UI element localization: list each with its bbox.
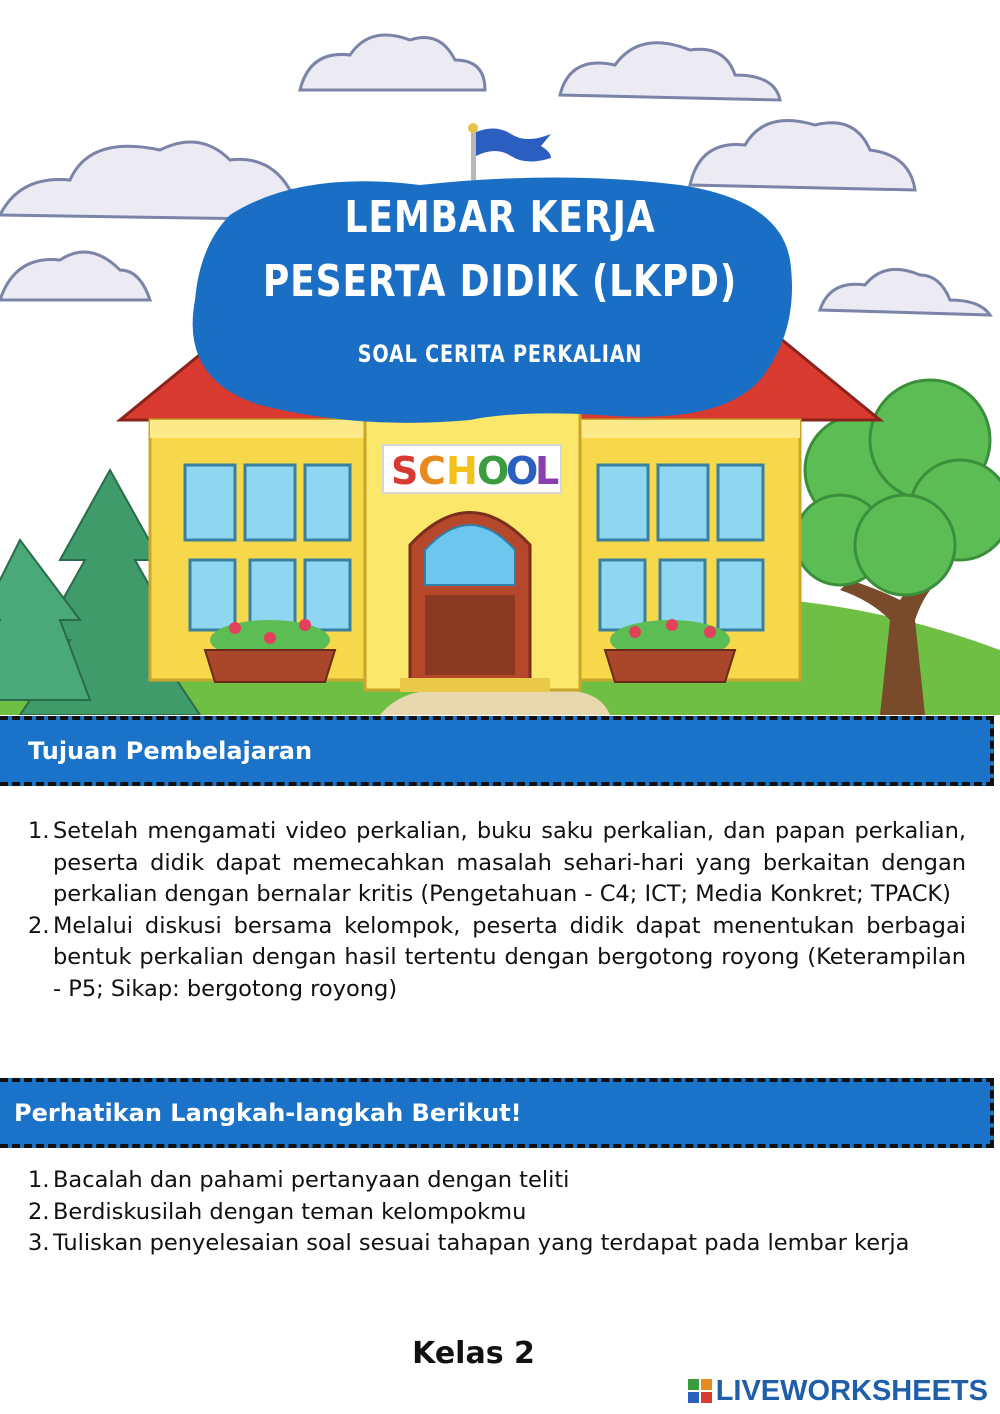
section-heading-objectives: Tujuan Pembelajaran — [28, 737, 313, 765]
list-item — [28, 1228, 966, 1260]
section-banner-objectives — [0, 716, 994, 786]
flag — [476, 128, 551, 161]
flag-pole — [471, 128, 476, 188]
list-text: Tuliskan penyelesaian soal sesuai tahapan yang terdapat pada lembar kerja — [53, 1230, 910, 1256]
list-text: Setelah mengamati video perkalian, buku saku perkalian, dan papan perkalian, peserta didik dapat memecahkan masalah sehari-hari yang berkaitan dengan perkalian dengan bernalar kritis (Pengetahuan - C4; ICT; Media Konkret; TPACK) — [53, 818, 966, 907]
list-number: 2. — [28, 1198, 50, 1225]
grade-label: Kelas 2 — [412, 1336, 535, 1371]
list-number: 1. — [28, 1167, 50, 1193]
steps-list — [28, 1165, 966, 1260]
list-item — [28, 1197, 966, 1229]
list-text: Melalui diskusi bersama kelompok, peserta didik dapat menentukan berbagai bentuk perkalian dengan hasil tertentu dengan bergotong royong (Keterampilan - P5; Sikap: bergotong royong) — [53, 912, 966, 1002]
subtitle: SOAL CERITA PERKALIAN — [357, 340, 643, 368]
list-number: 1. — [28, 818, 50, 844]
title-line-2: PESERTA DIDIK (LKPD) — [262, 256, 738, 307]
title-line-1: LEMBAR KERJA — [344, 192, 656, 243]
liveworksheets-logo-icon — [688, 1379, 712, 1403]
school-sign-letters — [391, 449, 559, 493]
path — [380, 690, 610, 715]
svg-text:O: O — [506, 449, 539, 493]
brand-text: LIVEWORKSHEETS — [715, 1374, 988, 1407]
svg-text:L: L — [535, 449, 560, 493]
section-heading-steps: Perhatikan Langkah-langkah Berikut! — [14, 1099, 522, 1127]
list-number: 3. — [28, 1230, 50, 1256]
list-item — [28, 1165, 966, 1197]
objectives-list — [28, 816, 966, 1005]
list-item — [28, 816, 966, 911]
svg-text:O: O — [477, 449, 510, 493]
svg-text:C: C — [418, 449, 446, 493]
list-number: 2. — [28, 912, 50, 939]
list-text: Bacalah dan pahami pertanyaan dengan teliti — [53, 1167, 570, 1193]
section-banner-steps — [0, 1078, 994, 1148]
list-text: Berdiskusilah dengan teman kelompokmu — [53, 1198, 527, 1225]
svg-text:S: S — [391, 449, 419, 493]
liveworksheets-brand[interactable] — [688, 1373, 988, 1409]
list-item — [28, 911, 966, 1006]
svg-text:H: H — [446, 449, 478, 493]
